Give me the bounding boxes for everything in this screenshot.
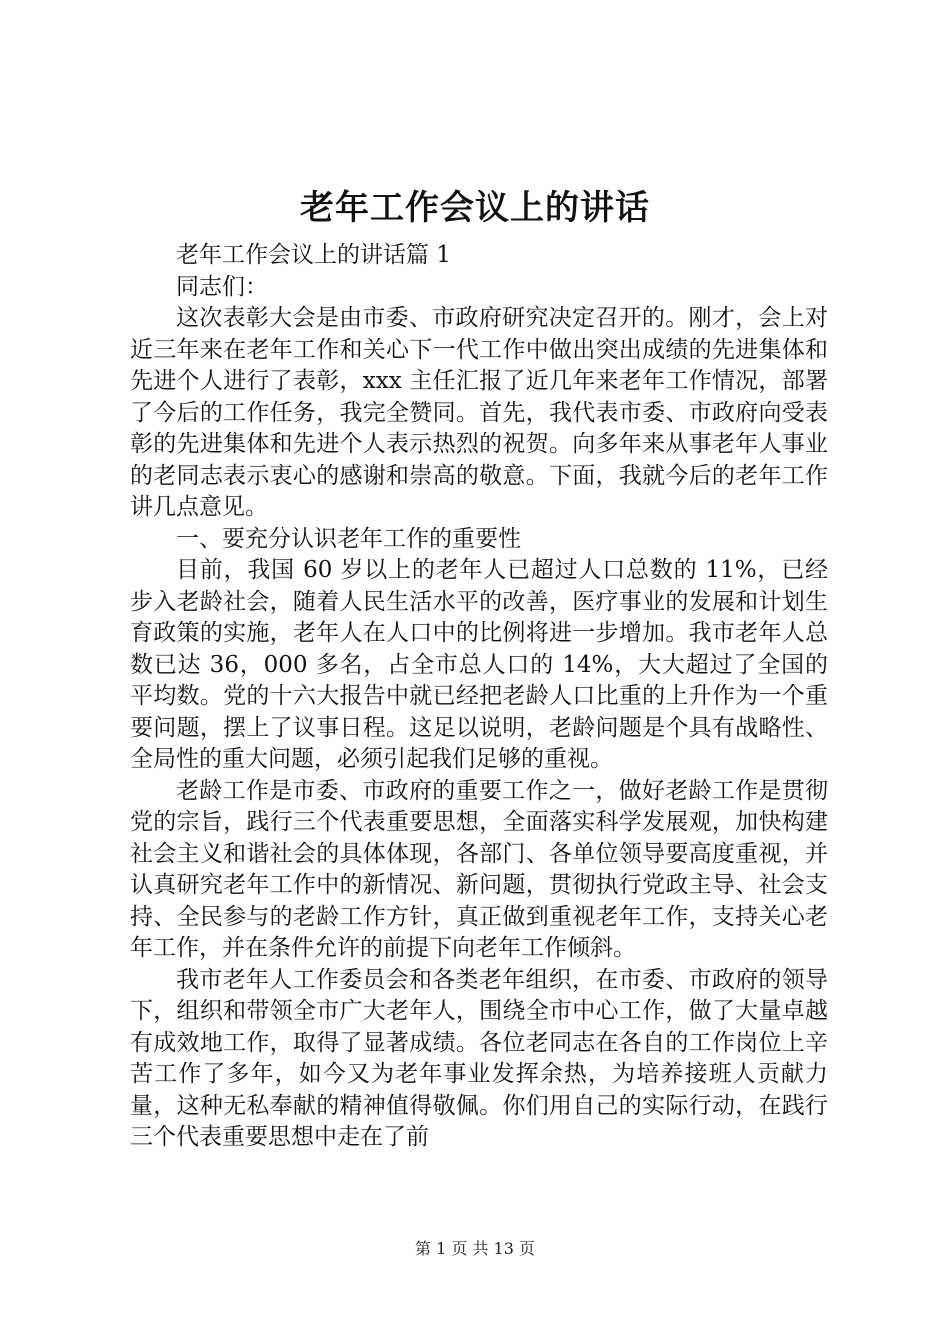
- section-heading-speech-1: 老年工作会议上的讲话篇 1: [176, 242, 451, 268]
- page-number-footer: 第 1 页 共 13 页: [415, 1239, 535, 1258]
- section-heading: 一、要充分认识老年工作的重要性: [176, 525, 521, 552]
- body-paragraph: 目前，我国 60 岁以上的老年人已超过人口总数的 11%，已经步入老龄社会，随着人民生活水平的改善，医疗事业的发展和计划生育政策的实施，老年人在人口中的比例将进一步增加。我市老年人总数已达 36，000 多名，占全市总人口的 14%，大大超过了全国的平均数。党的十六大报告中就已经把老龄人口比重的上升作为一个重要问题，摆上了议事日程。这足以说明，老龄问题是个具有战略性、全局性的重大问题，必须引起我们足够的重视。: [130, 557, 828, 772]
- document-body: [130, 240, 828, 1154]
- body-paragraph: 这次表彰大会是由市委、市政府研究决定召开的。刚才，会上对近三年来在老年工作和关心下一代工作中做出突出成绩的先进集体和先进个人进行了表彰，xxx 主任汇报了近几年来老年工作情况，部署了今后的工作任务，我完全赞同。首先，我代表市委、市政府向受表彰的先进集体和先进个人表示热烈的祝贺。向多年来从事老年人事业的老同志表示衷心的感谢和崇高的敬意。下面，我就今后的老年工作讲几点意见。: [130, 305, 828, 520]
- body-paragraph: 我市老年人工作委员会和各类老年组织，在市委、市政府的领导下，组织和带领全市广大老年人，围绕全市中心工作，做了大量卓越有成效地工作，取得了显著成绩。各位老同志在各自的工作岗位上辛苦工作了多年，如今又为老年事业发挥余热，为培养接班人贡献力量，这种无私奉献的精神值得敬佩。你们用自己的实际行动，在践行三个代表重要思想中走在了前: [130, 966, 828, 1150]
- document-title: 老年工作会议上的讲话: [300, 188, 650, 228]
- body-paragraph: 老龄工作是市委、市政府的重要工作之一，做好老龄工作是贯彻党的宗旨，践行三个代表重要思想，全面落实科学发展观，加快构建社会主义和谐社会的具体体现，各部门、各单位领导要高度重视，并认真研究老年工作中的新情况、新问题，贯彻执行党政主导、社会支持、全民参与的老龄工作方针，真正做到重视老年工作，支持关心老年工作，并在条件允许的前提下向老年工作倾斜。: [130, 777, 828, 961]
- salutation: 同志们：: [176, 273, 268, 300]
